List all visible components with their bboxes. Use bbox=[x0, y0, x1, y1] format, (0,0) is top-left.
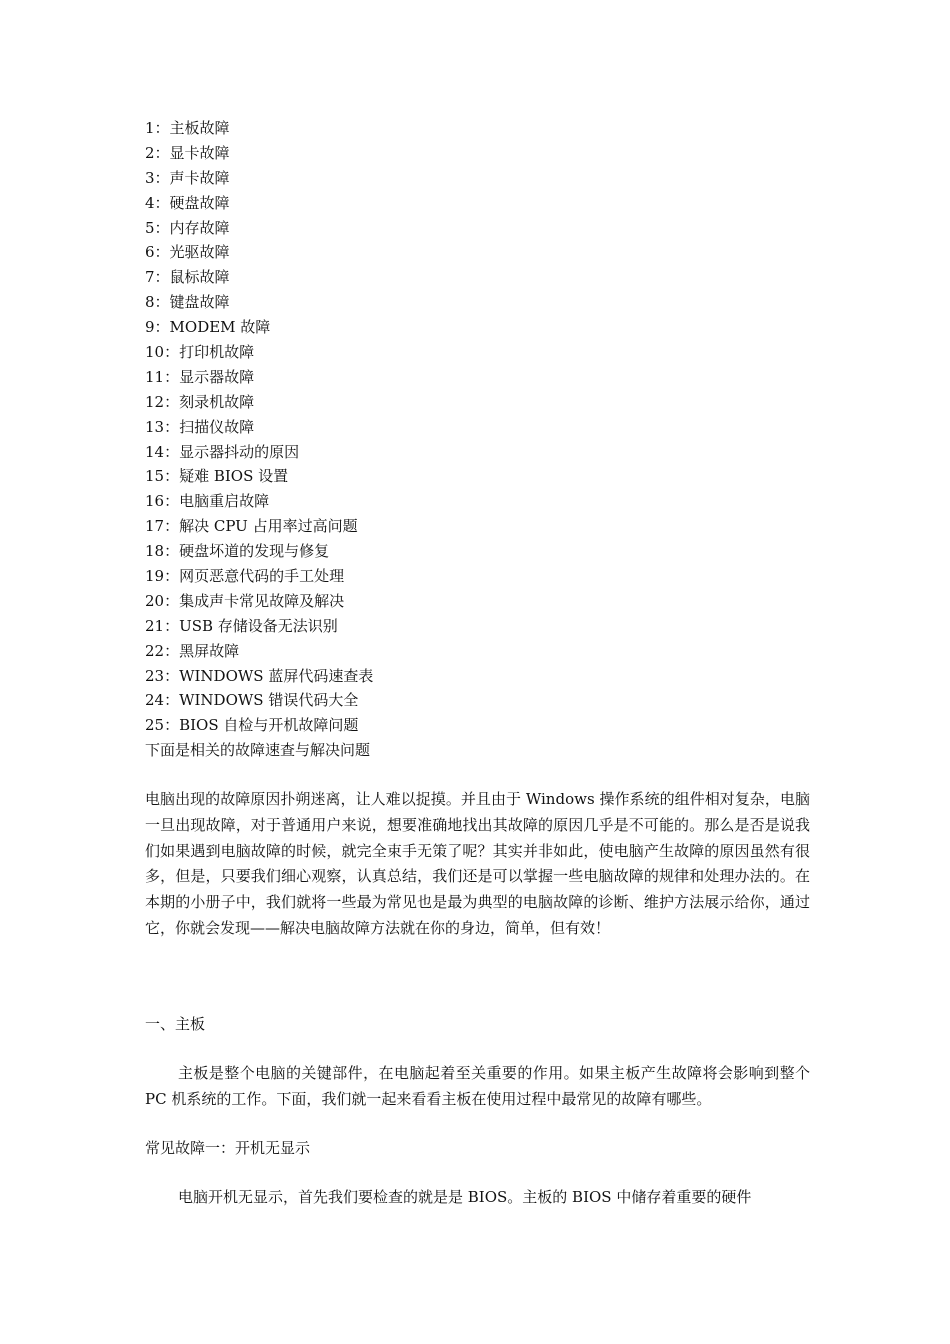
toc-item: 19：网页恶意代码的手工处理 bbox=[145, 567, 345, 586]
toc-item: 18：硬盘坏道的发现与修复 bbox=[145, 542, 330, 561]
intro-paragraph: 电脑出现的故障原因扑朔迷离，让人难以捉摸。并且由于 Windows 操作系统的组件相对复杂，电脑一旦出现故障，对于普通用户来说，想要准确地找出其故障的原因几乎是不可能的。那么是否是说我们如果遇到电脑故障的时候，就完全束手无策了呢？其实并非如此，使电脑产生故障的原因虽然有很多，但是，只要我们细心观察，认真总结，我们还是可以掌握一些电脑故障的规律和处理办法的。在本期的小册子中，我们就将一些最为常见也是最为典型的电脑故障的诊断、维护方法展示给你，通过它，你就会发现——解决电脑故障方法就在你的身边，简单，但有效！ bbox=[145, 790, 810, 937]
toc-item: 13：扫描仪故障 bbox=[145, 417, 255, 436]
toc-item: 1：主板故障 bbox=[145, 119, 230, 137]
toc-item: 12：刻录机故障 bbox=[145, 392, 255, 411]
fault-subheading: 常见故障一：开机无显示 bbox=[145, 1139, 311, 1157]
toc-item: 3：声卡故障 bbox=[145, 168, 230, 187]
toc-note: 下面是相关的故障速查与解决问题 bbox=[145, 741, 371, 760]
bios-paragraph: 电脑开机无显示，首先我们要检查的就是是 BIOS。主板的 BIOS 中储存着重要的硬件 bbox=[178, 1188, 752, 1206]
toc-item: 22：黑屏故障 bbox=[145, 641, 240, 660]
toc-item: 17：解决 CPU 占用率过高问题 bbox=[145, 517, 358, 536]
toc-item: 24：WINDOWS 错误代码大全 bbox=[145, 691, 359, 710]
toc-item: 14：显示器抖动的原因 bbox=[145, 442, 300, 461]
toc-item: 16：电脑重启故障 bbox=[145, 492, 270, 511]
toc-item: 4：硬盘故障 bbox=[145, 193, 230, 212]
toc-item: 25：BIOS 自检与开机故障问题 bbox=[145, 716, 359, 735]
toc-item: 9：MODEM 故障 bbox=[145, 318, 271, 337]
toc-item: 23：WINDOWS 蓝屏代码速查表 bbox=[145, 666, 374, 685]
toc-item: 15：疑难 BIOS 设置 bbox=[145, 467, 289, 486]
toc-item: 6：光驱故障 bbox=[145, 243, 230, 262]
toc-item: 10：打印机故障 bbox=[145, 343, 255, 362]
toc-item: 7：鼠标故障 bbox=[145, 268, 230, 287]
table-of-contents bbox=[145, 116, 825, 763]
toc-item: 8：键盘故障 bbox=[145, 293, 230, 312]
toc-item: 21：USB 存储设备无法识别 bbox=[145, 616, 338, 635]
toc-item: 20：集成声卡常见故障及解决 bbox=[145, 591, 345, 610]
toc-item: 5：内存故障 bbox=[145, 218, 230, 237]
motherboard-paragraph: 主板是整个电脑的关键部件，在电脑起着至关重要的作用。如果主板产生故障将会影响到整个 PC 机系统的工作。下面，我们就一起来看看主板在使用过程中最常见的故障有哪些。 bbox=[145, 1064, 810, 1108]
section-heading: 一、主板 bbox=[145, 1015, 206, 1033]
toc-item: 2：显卡故障 bbox=[145, 143, 230, 162]
toc-item: 11：显示器故障 bbox=[145, 367, 255, 386]
